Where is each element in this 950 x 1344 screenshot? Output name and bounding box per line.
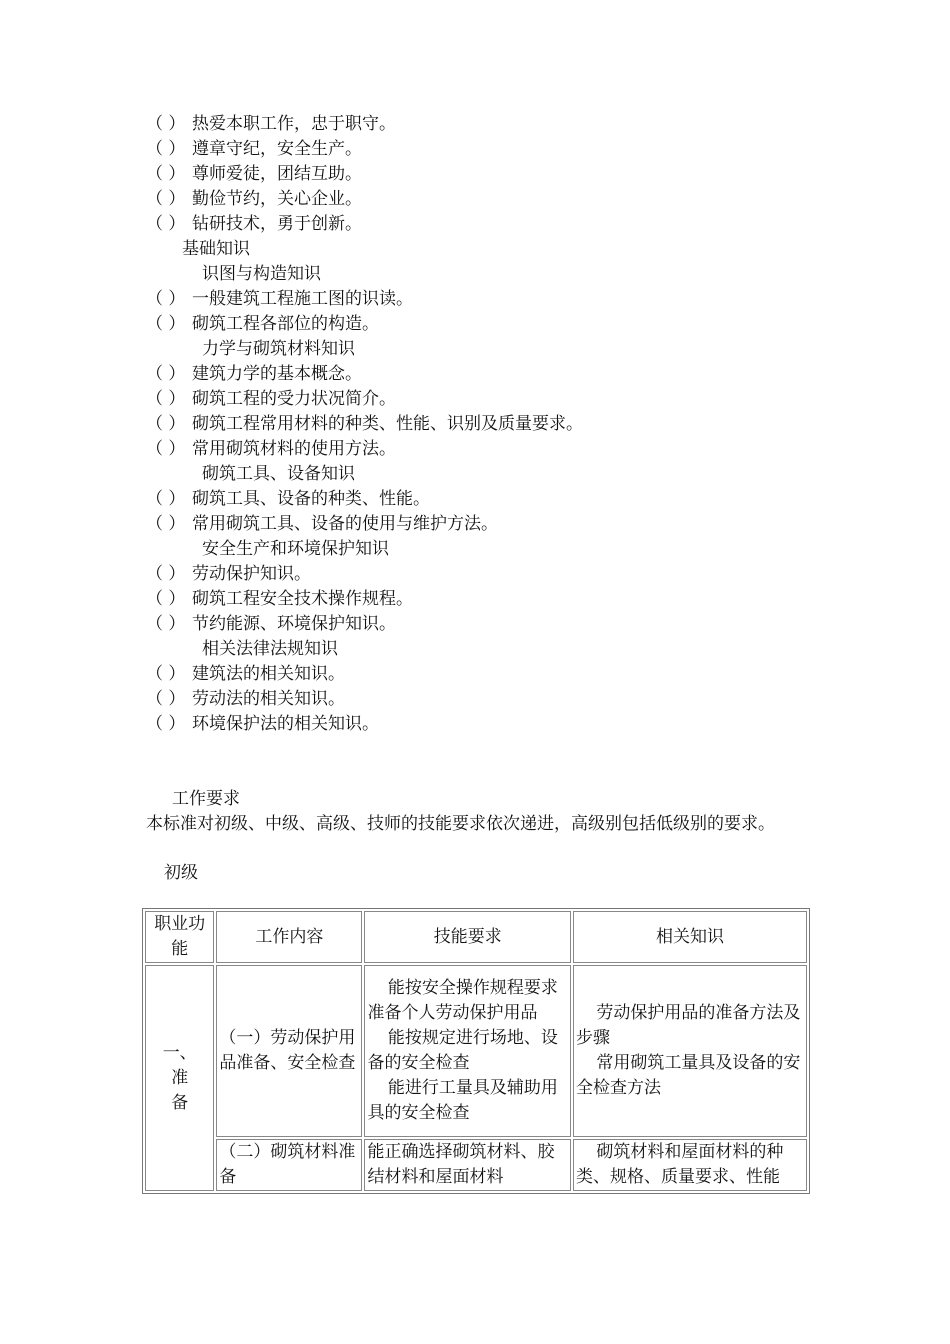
item-text: 常用砌筑材料的使用方法。 — [192, 439, 396, 459]
header-cell: 工作内容 — [216, 911, 362, 963]
skill-text: 能正确选择砌筑材料、胶结材料和屋面材料 — [367, 1142, 555, 1187]
knowledge-text: 砌筑材料和屋面材料的种类、规格、质量要求、性能 — [576, 1142, 784, 1187]
checkbox-mark: （ ） — [146, 314, 186, 334]
list-item — [146, 387, 816, 412]
table-row — [145, 965, 807, 1137]
section-heading: 砌筑工具、设备知识 — [202, 464, 355, 484]
checkbox-mark: （ ） — [146, 139, 186, 159]
item-text: 砌筑工程常用材料的种类、性能、识别及质量要求。 — [192, 414, 583, 434]
item-text: 建筑力学的基本概念。 — [192, 364, 362, 384]
document-page — [146, 112, 816, 1194]
item-text: 劳动保护知识。 — [192, 564, 311, 584]
list-item — [146, 137, 816, 162]
section-heading: 识图与构造知识 — [202, 264, 321, 284]
list-item — [146, 612, 816, 637]
section-mechanics — [146, 337, 816, 462]
section-heading: 力学与砌筑材料知识 — [202, 339, 355, 359]
checkbox-mark: （ ） — [146, 714, 186, 734]
function-char: 备 — [171, 1092, 189, 1113]
skills-table — [142, 908, 810, 1194]
list-item — [146, 287, 816, 312]
function-cell — [145, 965, 214, 1191]
item-text: 常用砌筑工具、设备的使用与维护方法。 — [192, 514, 498, 534]
header-cell: 职业功能 — [145, 911, 214, 963]
checkbox-mark: （ ） — [146, 564, 186, 584]
level-heading: 初级 — [164, 863, 198, 883]
skills-cell — [364, 965, 571, 1137]
section-law — [146, 637, 816, 737]
checkbox-mark: （ ） — [146, 164, 186, 184]
item-text: 环境保护法的相关知识。 — [192, 714, 379, 734]
skills-cell — [364, 1139, 571, 1191]
checkbox-mark: （ ） — [146, 689, 186, 709]
skill-text: 能按规定进行场地、设备的安全检查 — [367, 1028, 558, 1073]
checkbox-mark: （ ） — [146, 664, 186, 684]
checkbox-mark: （ ） — [146, 214, 186, 234]
item-text: 建筑法的相关知识。 — [192, 664, 345, 684]
checkbox-mark: （ ） — [146, 414, 186, 434]
content-cell: （二）砌筑材料准备 — [216, 1139, 362, 1191]
checkbox-mark: （ ） — [146, 289, 186, 309]
ethics-list — [146, 112, 816, 237]
section-heading: 相关法律法规知识 — [202, 639, 338, 659]
list-item — [146, 112, 816, 137]
list-item — [146, 312, 816, 337]
section-drawing — [146, 262, 816, 337]
content-cell: （一）劳动保护用品准备、安全检查 — [216, 965, 362, 1137]
section-heading: 安全生产和环境保护知识 — [202, 539, 389, 559]
section-tools — [146, 462, 816, 537]
checkbox-mark: （ ） — [146, 614, 186, 634]
header-cell: 技能要求 — [364, 911, 571, 963]
checkbox-mark: （ ） — [146, 514, 186, 534]
checkbox-mark: （ ） — [146, 114, 186, 134]
knowledge-text: 常用砌筑工量具及设备的安全检查方法 — [576, 1053, 801, 1098]
knowledge-cell — [573, 965, 807, 1137]
checkbox-mark: （ ） — [146, 389, 186, 409]
item-text: 节约能源、环境保护知识。 — [192, 614, 396, 634]
list-item — [146, 687, 816, 712]
list-item — [146, 712, 816, 737]
table-row — [145, 1139, 807, 1191]
skill-text: 能按安全操作规程要求准备个人劳动保护用品 — [367, 978, 558, 1023]
checkbox-mark: （ ） — [146, 589, 186, 609]
checkbox-mark: （ ） — [146, 439, 186, 459]
basic-knowledge-heading: 基础知识 — [182, 239, 250, 259]
list-item — [146, 662, 816, 687]
item-text: 尊师爱徒，团结互助。 — [192, 164, 362, 184]
list-item — [146, 212, 816, 237]
list-item — [146, 362, 816, 387]
item-text: 遵章守纪，安全生产。 — [192, 139, 362, 159]
work-requirements-heading: 工作要求 — [172, 789, 240, 809]
table-header-row — [145, 911, 807, 963]
knowledge-text: 劳动保护用品的准备方法及步骤 — [576, 1003, 801, 1048]
item-text: 砌筑工具、设备的种类、性能。 — [192, 489, 430, 509]
function-char: 准 — [171, 1067, 189, 1088]
item-text: 一般建筑工程施工图的识读。 — [192, 289, 413, 309]
item-text: 热爱本职工作，忠于职守。 — [192, 114, 396, 134]
list-item — [146, 187, 816, 212]
list-item — [146, 412, 816, 437]
function-number: 一、 — [162, 1042, 197, 1063]
list-item — [146, 512, 816, 537]
section-safety — [146, 537, 816, 637]
item-text: 劳动法的相关知识。 — [192, 689, 345, 709]
item-text: 钻研技术，勇于创新。 — [192, 214, 362, 234]
item-text: 砌筑工程的受力状况简介。 — [192, 389, 396, 409]
skill-text: 能进行工量具及辅助用具的安全检查 — [367, 1078, 558, 1123]
list-item — [146, 562, 816, 587]
item-text: 砌筑工程安全技术操作规程。 — [192, 589, 413, 609]
checkbox-mark: （ ） — [146, 364, 186, 384]
knowledge-cell — [573, 1139, 807, 1191]
checkbox-mark: （ ） — [146, 489, 186, 509]
item-text: 砌筑工程各部位的构造。 — [192, 314, 379, 334]
checkbox-mark: （ ） — [146, 189, 186, 209]
header-cell: 相关知识 — [573, 911, 807, 963]
list-item — [146, 437, 816, 462]
list-item — [146, 162, 816, 187]
list-item — [146, 487, 816, 512]
list-item — [146, 587, 816, 612]
work-requirements-paragraph: 本标准对初级、中级、高级、技师的技能要求依次递进，高级别包括低级别的要求。 — [146, 814, 775, 834]
item-text: 勤俭节约，关心企业。 — [192, 189, 362, 209]
